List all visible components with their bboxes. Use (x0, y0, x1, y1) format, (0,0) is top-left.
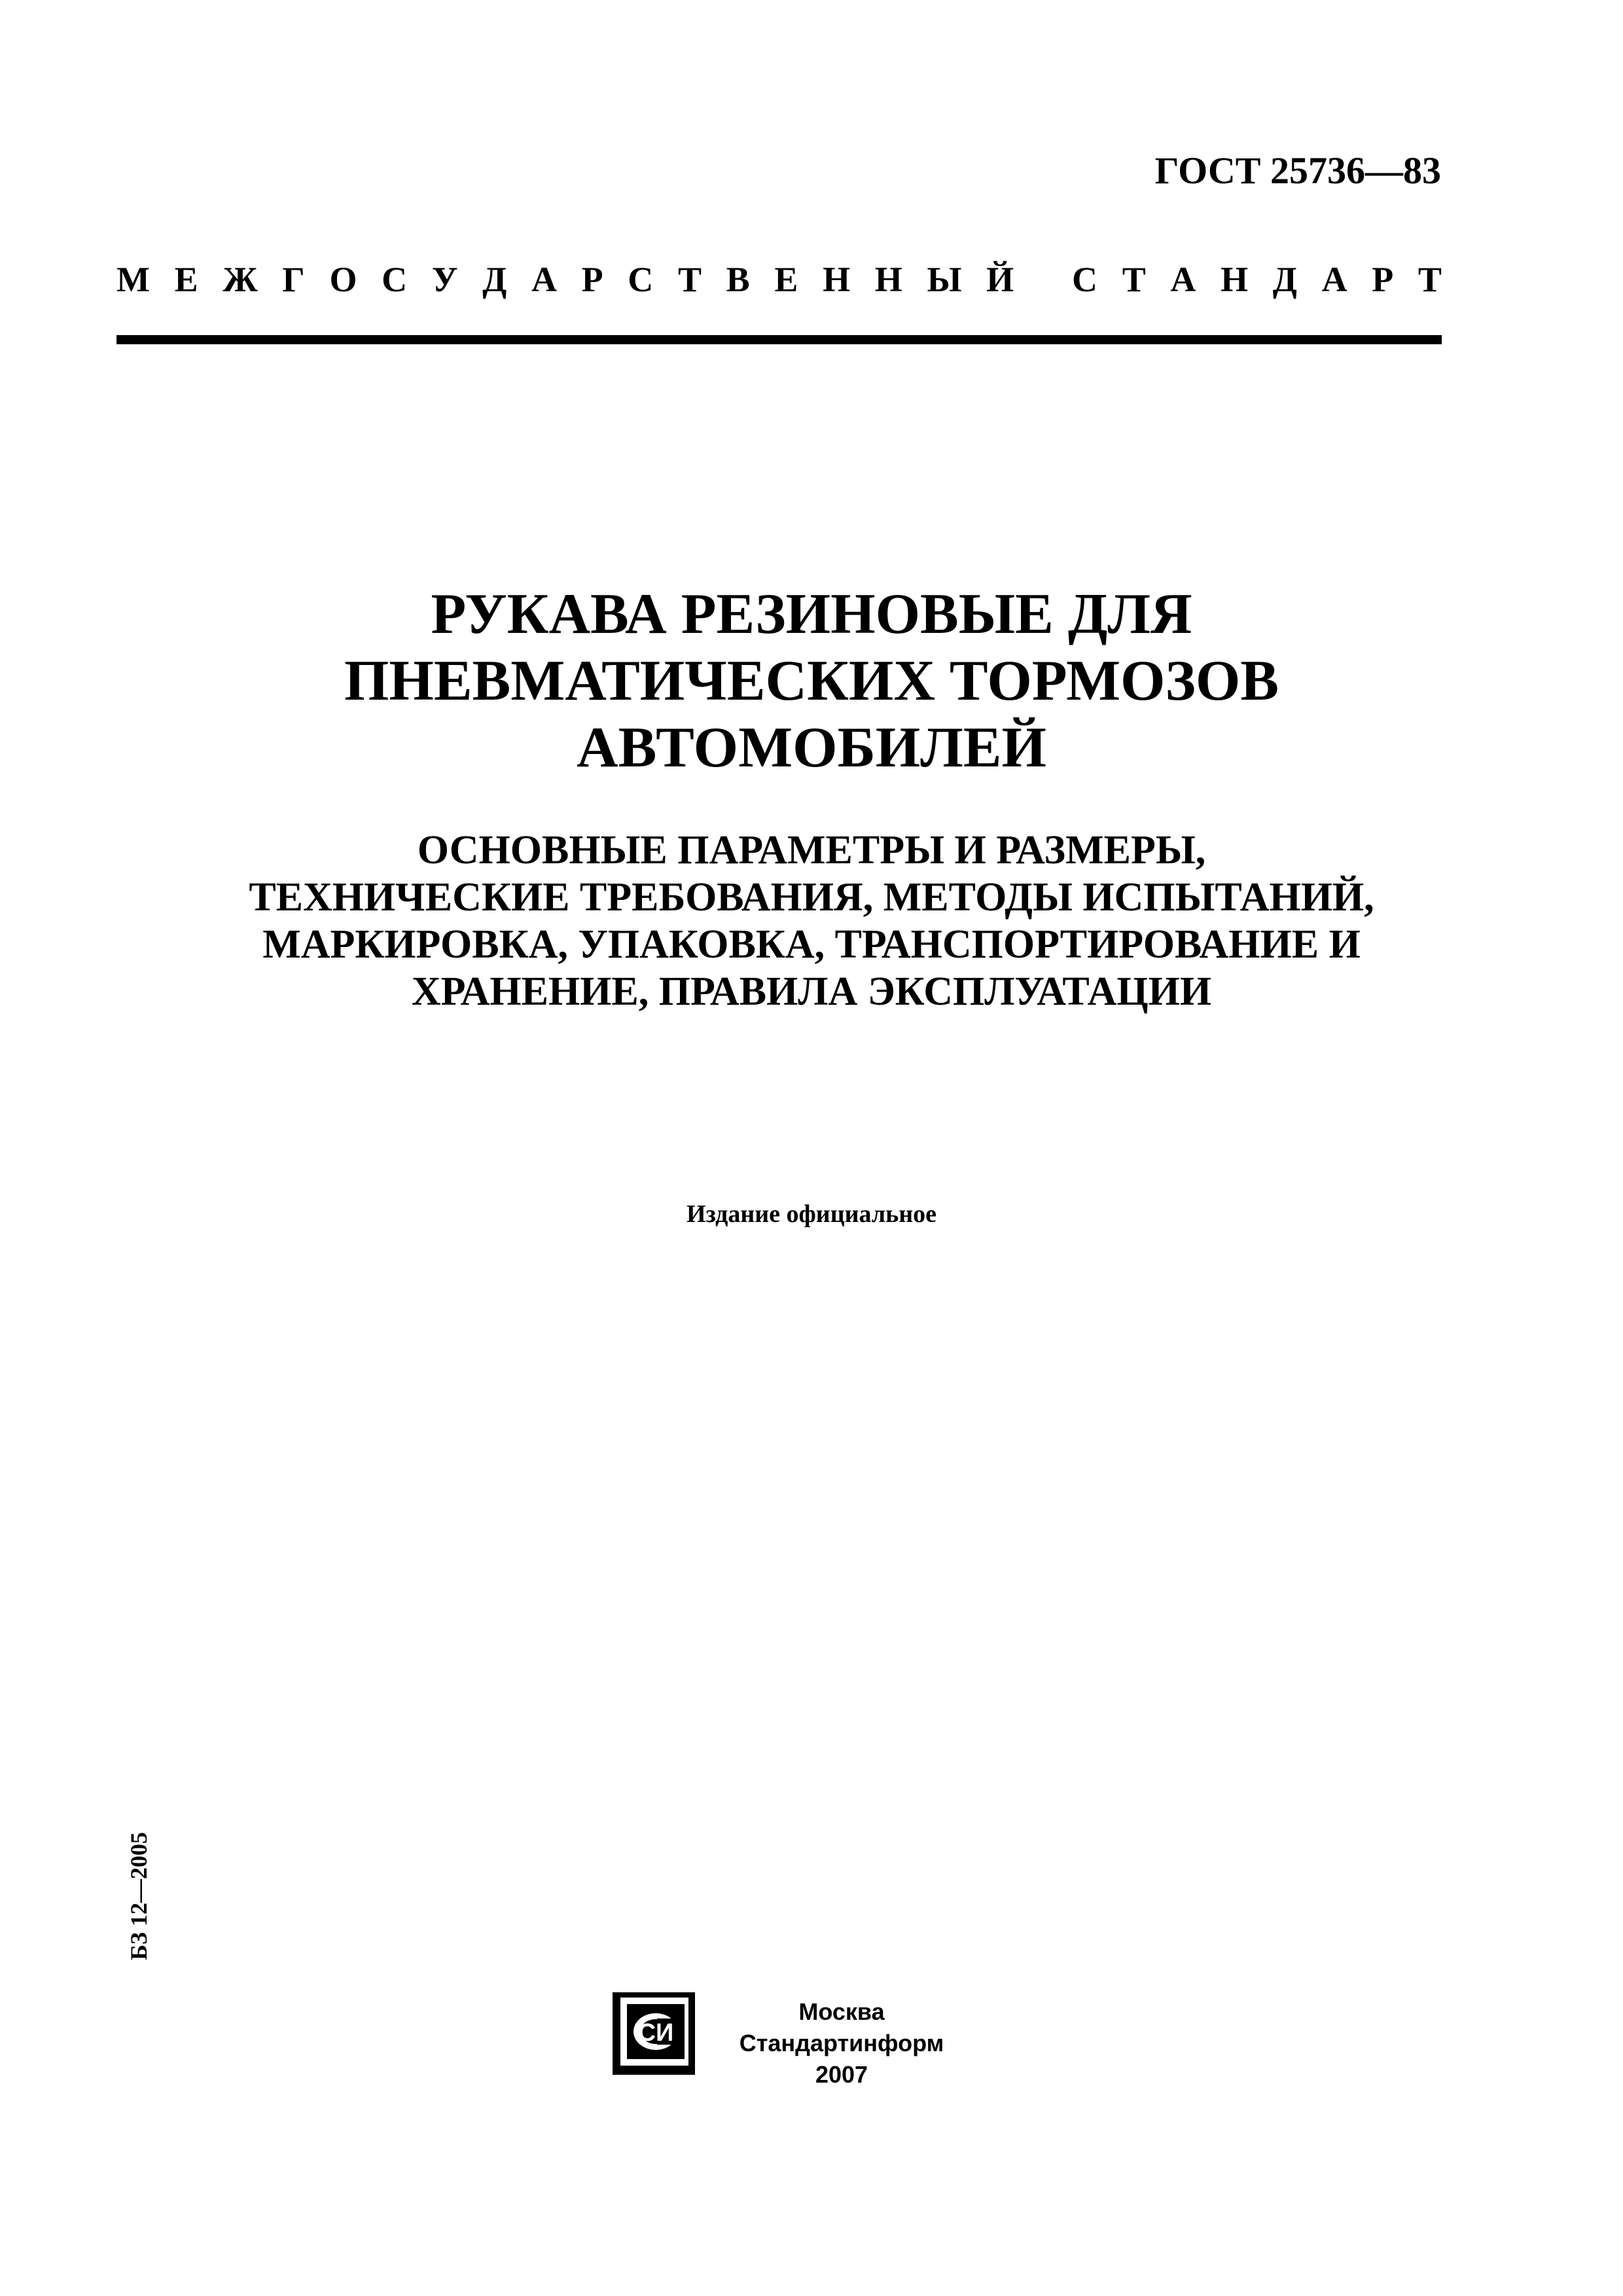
subtitle-line: МАРКИРОВКА, УПАКОВКА, ТРАНСПОРТИРОВАНИЕ И (262, 922, 1361, 967)
standard-type-letter: Н (874, 260, 902, 299)
standard-type-letter: Й (986, 260, 1014, 299)
standard-type-letter: Н (823, 260, 851, 299)
logo-text: СИ (637, 2019, 674, 2047)
standard-type-letter: С (628, 260, 654, 299)
publication-year: 2007 (815, 2060, 868, 2088)
document-subtitle (0, 827, 1623, 1016)
standard-type-heading (116, 262, 1442, 297)
standard-type-letter: Ы (927, 260, 962, 299)
publisher-name: Стандартинформ (739, 2029, 944, 2056)
standard-type-letter: С (1072, 260, 1098, 299)
publisher-block (730, 1996, 953, 2090)
edition-note: Издание официальное (686, 1200, 936, 1228)
standard-type-letter: Ж (223, 260, 258, 299)
standard-type-letter: У (431, 260, 458, 299)
standard-type-letter: М (116, 260, 150, 299)
standard-type-letter: Т (677, 260, 702, 299)
standard-type-letter: Е (174, 260, 198, 299)
standard-type-letter: Н (1221, 260, 1249, 299)
standard-type-letter: Т (1418, 260, 1442, 299)
header-divider (116, 335, 1442, 344)
title-line: АВТОМОБИЛЕЙ (577, 716, 1046, 780)
standard-type-letter: Д (482, 260, 507, 299)
standard-type-letter: Р (581, 260, 603, 299)
standard-type-letter: В (726, 260, 750, 299)
gost-number: ГОСТ 25736—83 (1154, 149, 1441, 192)
document-title (0, 581, 1623, 781)
subtitle-line: ОСНОВНЫЕ ПАРАМЕТРЫ И РАЗМЕРЫ, (417, 828, 1206, 872)
standartinform-logo-icon (610, 1990, 698, 2077)
publisher-city: Москва (798, 1998, 885, 2025)
standard-type-letter: Г (282, 260, 305, 299)
subtitle-line: ХРАНЕНИЕ, ПРАВИЛА ЭКСПЛУАТАЦИИ (411, 969, 1212, 1014)
standard-type-letter: Т (1122, 260, 1146, 299)
standard-type-letter: А (1321, 260, 1347, 299)
title-line: ПНЕВМАТИЧЕСКИХ ТОРМОЗОВ (344, 649, 1279, 713)
standard-type-letter: Е (774, 260, 798, 299)
word-gap (1039, 262, 1048, 297)
standard-type-letter: С (382, 260, 408, 299)
subtitle-line: ТЕХНИЧЕСКИЕ ТРЕБОВАНИЯ, МЕТОДЫ ИСПЫТАНИЙ, (249, 874, 1374, 920)
standard-type-letter: А (531, 260, 557, 299)
standard-type-letter: Р (1372, 260, 1394, 299)
title-line: РУКАВА РЕЗИНОВЫЕ ДЛЯ (431, 583, 1192, 646)
standard-type-letter: О (329, 260, 357, 299)
standard-type-letter: А (1170, 260, 1196, 299)
standard-type-letter: Д (1272, 260, 1297, 299)
side-code: БЗ 12—2005 (126, 1832, 152, 1960)
